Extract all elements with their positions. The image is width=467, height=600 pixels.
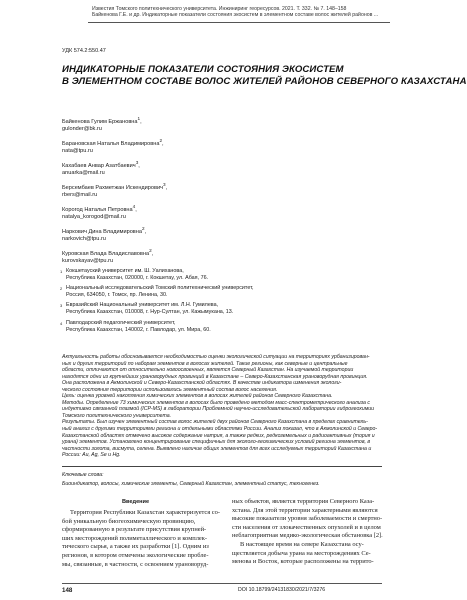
author-name: Корогод Наталья Петровна xyxy=(62,207,133,214)
author: Берсембаев Рахметжан Искендирович$^3$, rbers@mail.ru xyxy=(62,181,362,199)
affiliation xyxy=(60,319,366,334)
abstract-divider xyxy=(62,466,382,467)
author: Наркович Дина Владимировна$^2$, narkovich@tpu.ru xyxy=(62,225,362,243)
affiliation-address: Республика Казахстан, 020000, г. Кокшетау, ул. Абая, 76. xyxy=(66,275,209,281)
body-line: менова и Восток, которые расположены на террито- xyxy=(232,558,374,566)
author-name: Куровская Влада Владиславовна xyxy=(62,251,150,258)
body-line: хстана. Для этой территории характерными являются xyxy=(232,506,378,514)
doi-link[interactable]: DOI 10.18799/24131830/2021/7/3276 xyxy=(238,587,326,593)
abstract-line: Она расположена в Акмолинской и Северо-Казахстанской областях. В качестве индикатора изменения экологи- xyxy=(62,380,342,387)
author-affil-ref: 2 xyxy=(141,226,145,232)
body-line: тического сырья, а также их разработки [1]. Одним из xyxy=(62,543,209,551)
title-line-1: ИНДИКАТОРНЫЕ ПОКАЗАТЕЛИ СОСТОЯНИЯ ЭКОСИСТЕМ xyxy=(62,64,344,75)
author-affil-ref: 2 xyxy=(159,138,163,144)
running-header xyxy=(92,6,392,19)
author-email[interactable]: narkovich@tpu.ru xyxy=(62,236,106,243)
abstract-line: Методы. Определение 73 химических элементов в волосах было проведено методом масс-спектрометрического анализа с xyxy=(62,399,370,406)
body-line: ществляется добыча урана на месторождениях Се- xyxy=(232,549,371,557)
author-affil-ref: 4 xyxy=(132,204,136,210)
abstract xyxy=(62,354,382,459)
author-name: Кахабаев Анвар Азатбаевич xyxy=(62,162,136,169)
author-email[interactable]: anuarka@mail.ru xyxy=(62,169,105,176)
affiliation-institution: Павлодарский педагогический университет, xyxy=(66,319,176,326)
title-line-2: В ЭЛЕМЕНТНОМ СОСТАВЕ ВОЛОС ЖИТЕЛЕЙ РАЙОНОВ СЕВЕРНОГО КАЗАХСТАНА xyxy=(62,75,467,87)
author-email[interactable]: nata@tpu.ru xyxy=(62,147,93,154)
abstract-line: России: Au, Ag, Se и Hg. xyxy=(62,452,121,459)
author-name: Наркович Дина Владимировна xyxy=(62,229,142,236)
body-line: В настоящее время на севере Казахстана осу- xyxy=(240,540,364,548)
keywords-text: Биоиндикатор, волосы, химические элементы, Северный Казахстан, элементный статус, техногенез. xyxy=(62,481,320,487)
affiliation-address: Республика Казахстан, 010008, г. Нур-Султан, ул. Кажымукана, 13. xyxy=(66,309,234,316)
author: Барановская Наталья Владимировна$^2$, nata@tpu.ru xyxy=(62,137,362,155)
affiliation xyxy=(60,268,366,282)
abstract-line: Цель: оценка уровней накопления химических элементов в волосах жителей районов Северного Казахстана. xyxy=(62,393,333,400)
running-header-article: Байкенова Г.Е. и др. Индикаторные показатели состояния экосистем в элементном составе волос жителей районов ... xyxy=(92,12,379,19)
abstract-line: области, отличаются от относительно новоосвоенных, является Северный Казахстан. На изучаемой территории xyxy=(62,367,354,374)
body-line: мы, связанные, в частности, с освоением урановоруд- xyxy=(62,560,209,568)
author-name: Берсембаев Рахметжан Искендирович xyxy=(62,185,164,191)
body-line: ших месторождений полиметаллического и комплек- xyxy=(62,534,207,542)
footer-divider xyxy=(62,583,382,584)
header-divider xyxy=(88,22,390,23)
author-name: Байкенова Гулим Ержановна xyxy=(62,118,138,125)
affiliation-number: 1 xyxy=(60,269,63,274)
affiliation-number: 3 xyxy=(60,303,63,309)
abstract-line: индуктивно связанной плазмой (ICP-MS) в лаборатории Проблемной научно-исследовательской лаборатории гидрогеохимии xyxy=(62,406,375,413)
section-heading-introduction: Введение xyxy=(122,499,150,505)
article-title xyxy=(62,64,467,87)
author-list xyxy=(62,115,362,269)
author-affil-ref: 3 xyxy=(163,182,166,188)
author-name: Барановская Наталья Владимировна xyxy=(62,140,160,147)
body-line: Территория Республики Казахстан характеризуется со- xyxy=(70,509,220,516)
author-affil-ref: 3 xyxy=(135,160,139,166)
abstract-line: частности золота, висмута, селена. Выявлено наличие общих элементов для всех исследуемых территорий Казахстана и xyxy=(62,445,372,452)
author-email[interactable]: rbers@mail.ru xyxy=(62,192,98,198)
page-number: 148 xyxy=(62,587,73,594)
abstract-line: урана) элементов. Установлено концентрирование специфичных для эколого-геохимических условий региона элементов, в xyxy=(62,439,371,446)
body-line: ных объектов, является территория Северного Каза- xyxy=(232,498,375,505)
affiliation xyxy=(60,285,366,299)
affiliation xyxy=(60,302,366,316)
author: Куровская Влада Владиславовна$^2$, kurovskayav@tpu.ru xyxy=(62,247,362,265)
body-line: высокие показатели уровня заболеваемости и смертно- xyxy=(232,515,383,523)
author-email[interactable]: gulonder@bk.ru xyxy=(62,125,102,132)
author-email[interactable]: natalya_korogod@mail.ru xyxy=(62,214,126,221)
body-line: сти населения от злокачественных опухолей и в целом xyxy=(232,523,381,531)
author-affil-ref: 2 xyxy=(149,248,152,254)
abstract-line: Актуальность работы обосновывается необходимостью оценки экологической ситуации на территориях урбанизирован- xyxy=(62,354,370,360)
author: Корогод Наталья Петровна$^4$, natalya_korogod@mail.ru xyxy=(62,203,362,221)
abstract-line: находятся одни из крупнейших урановорудных провинций в Казахстане – Северо-Казахстанская урановорудная провинция. xyxy=(62,373,368,380)
author: Байкенова Гулим Ержановна$^1$, gulonder@bk.ru xyxy=(62,115,362,133)
body-column-right xyxy=(232,498,384,567)
affiliation-institution: Кокшетауский университет им. Ш. Уалиханова, xyxy=(66,268,184,274)
affiliation-address: Республика Казахстан, 140002, г. Павлодар, ул. Мира, 60. xyxy=(66,326,211,333)
abstract-line: Результаты. Был изучен элементный состав волос жителей двух районов Северного Казахстана в пределах сравнитель- xyxy=(62,419,368,426)
affiliation-institution: Национальный исследовательский Томский политехнический университет, xyxy=(66,285,254,292)
body-line: сформированную в результате присутствия крупней- xyxy=(62,526,207,534)
author: Кахабаев Анвар Азатбаевич$^3$, anuarka@mail.ru xyxy=(62,159,362,177)
abstract-line: ных и других территорий по наборам элементов в волосах жителей. Такие регионы, как северные и центральные xyxy=(62,360,348,367)
body-line: бой уникальную биогеохимическую провинцию, xyxy=(62,517,196,525)
keywords-label: Ключевые слова: xyxy=(62,472,104,478)
affiliation-number: 2 xyxy=(60,286,63,292)
running-header-journal: Известия Томского политехнического университета. Инжиниринг георесурсов. 2021. Т. 332. № 7. 148–158 xyxy=(92,6,347,12)
udc-code: УДК 574.2:550.47 xyxy=(62,48,106,54)
body-line: регионов, в котором отмечены экологические пробле- xyxy=(62,551,209,559)
author-affil-ref: 1 xyxy=(137,116,141,121)
affiliation-address: Россия, 634050, г. Томск, пр. Ленина, 30. xyxy=(66,292,168,299)
body-column-left xyxy=(62,509,220,569)
author-email[interactable]: kurovskayav@tpu.ru xyxy=(62,258,114,265)
abstract-line: Казахстанской областях отмечено высокое содержание натрия, а также редких, редкоземельных и радиоактивных (тория и xyxy=(62,432,375,439)
abstract-line: ческого состояния территории использовались элементный состав волос населения. xyxy=(62,386,278,393)
affiliation-institution: Евразийский Национальный университет им. Л.Н. Гумилева, xyxy=(66,302,219,309)
abstract-line: Томского политехнического университета. xyxy=(62,412,172,419)
abstract-line: ный анализ с другими территориями региона и отдельными областями России. Анализ показал, что в Акмолинской и Северо- xyxy=(62,426,378,433)
affiliation-number: 4 xyxy=(60,320,63,326)
body-line: неблагоприятная медико-экологическая обстановка [2]. xyxy=(232,532,383,540)
affiliation-list xyxy=(60,268,366,337)
